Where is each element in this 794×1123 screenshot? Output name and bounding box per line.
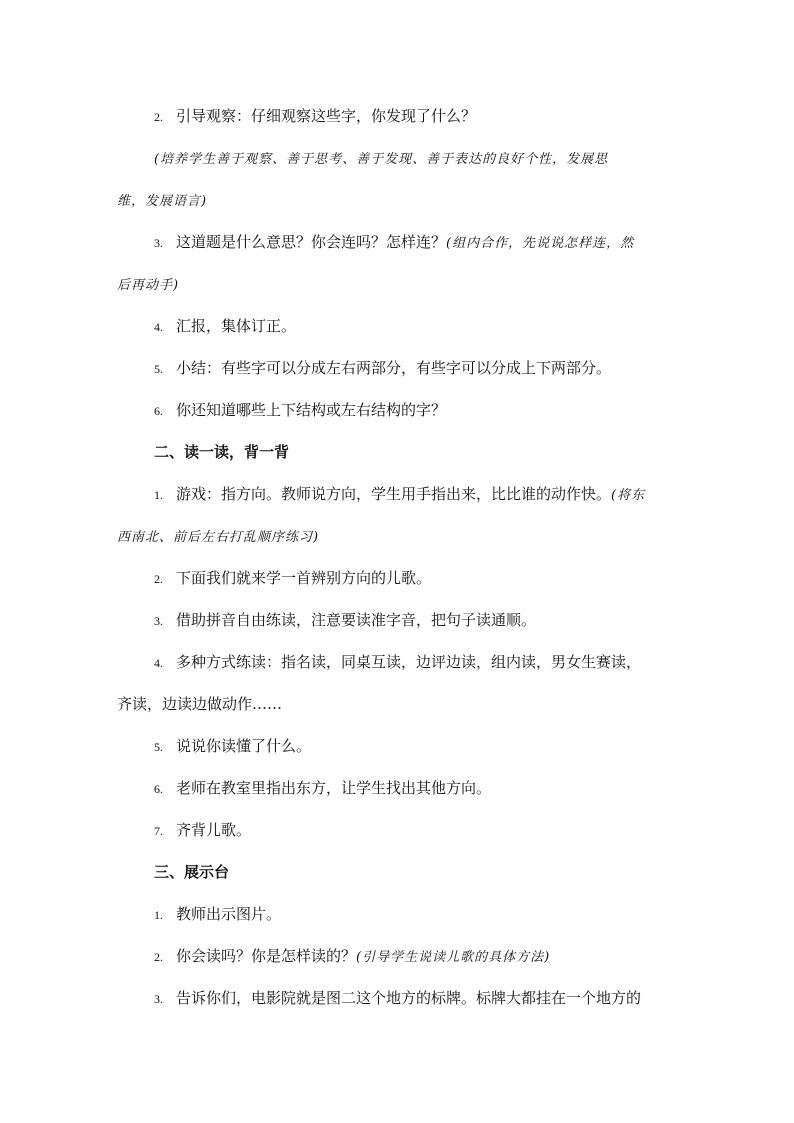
item-text: 教师出示图片。 [176, 905, 282, 923]
note-line [117, 190, 207, 212]
continuation-line: 齐读，边读边做动作…… [117, 695, 283, 713]
note-text: 后再动手) [117, 278, 180, 293]
note-line [117, 274, 179, 296]
item-text: 老师在教室里指出东方，让学生找出其他方向。 [176, 779, 492, 797]
list-item [154, 484, 645, 506]
note-text: (引导学生说读儿歌的具体方法) [356, 950, 551, 965]
item-text: 多种方式练读：指名读，同桌互读，边评边读，组内读，男女生赛读， [176, 653, 642, 671]
list-item [154, 904, 281, 925]
item-text: 小结：有些字可以分成左右两部分，有些字可以分成上下两部分。 [176, 359, 612, 377]
item-text: 你还知道哪些上下结构或左右结构的字？ [176, 401, 447, 419]
section-heading: 二、读一读，背一背 [154, 443, 290, 461]
note-text: 西南北、前后左右打乱顺序练习) [117, 530, 320, 545]
item-number: 5. [154, 362, 163, 376]
item-number: 6. [154, 404, 163, 418]
item-number: 6. [154, 782, 163, 796]
item-text: 告诉你们，电影院就是图二这个地方的标牌。标牌大都挂在一个地方的 [176, 989, 642, 1007]
list-item [154, 946, 550, 968]
item-text: 引导观察：仔细观察这些字，你发现了什么？ [176, 107, 477, 125]
item-number: 2. [154, 950, 163, 964]
note-text: 维，发展语言) [117, 194, 208, 209]
item-text: 借助拼音自由练读，注意要读准字音，把句子读通顺。 [176, 611, 537, 629]
list-item [154, 316, 296, 337]
list-item [154, 106, 476, 127]
list-item [154, 358, 611, 379]
note-line [154, 148, 608, 170]
note-line [117, 526, 319, 548]
item-number: 7. [154, 824, 163, 838]
list-item [154, 988, 641, 1009]
item-text: 齐背儿歌。 [176, 821, 252, 839]
note-text: (组内合作，先说说怎样连，然 [446, 236, 635, 251]
item-number: 3. [154, 992, 163, 1006]
section-heading: 三、展示台 [154, 863, 230, 881]
list-item [154, 232, 634, 254]
note-text: (培养学生善于观察、善于思考、善于发现、善于表达的良好个性，发展思 [154, 152, 609, 167]
item-text: 下面我们就来学一首辨别方向的儿歌。 [176, 569, 432, 587]
item-number: 4. [154, 656, 163, 670]
list-item [154, 820, 251, 841]
list-item [154, 736, 311, 757]
list-item [154, 610, 536, 631]
item-number: 1. [154, 908, 163, 922]
item-number: 3. [154, 614, 163, 628]
item-number: 2. [154, 572, 163, 586]
list-item [154, 568, 431, 589]
list-item [154, 652, 641, 673]
item-text: 游戏：指方向。教师说方向，学生用手指出来，比比谁的动作快。 [176, 485, 612, 503]
item-text: 你会读吗？你是怎样读的？ [176, 947, 357, 965]
item-number: 4. [154, 320, 163, 334]
item-text: 说说你读懂了什么。 [176, 737, 312, 755]
item-number: 2. [154, 110, 163, 124]
item-number: 1. [154, 488, 163, 502]
item-text: 汇报，集体订正。 [176, 317, 297, 335]
list-item [154, 778, 491, 799]
item-number: 5. [154, 740, 163, 754]
list-item [154, 400, 446, 421]
item-number: 3. [154, 236, 163, 250]
item-text: 这道题是什么意思？你会连吗？怎样连？ [176, 233, 447, 251]
note-text: (将东 [611, 488, 646, 503]
